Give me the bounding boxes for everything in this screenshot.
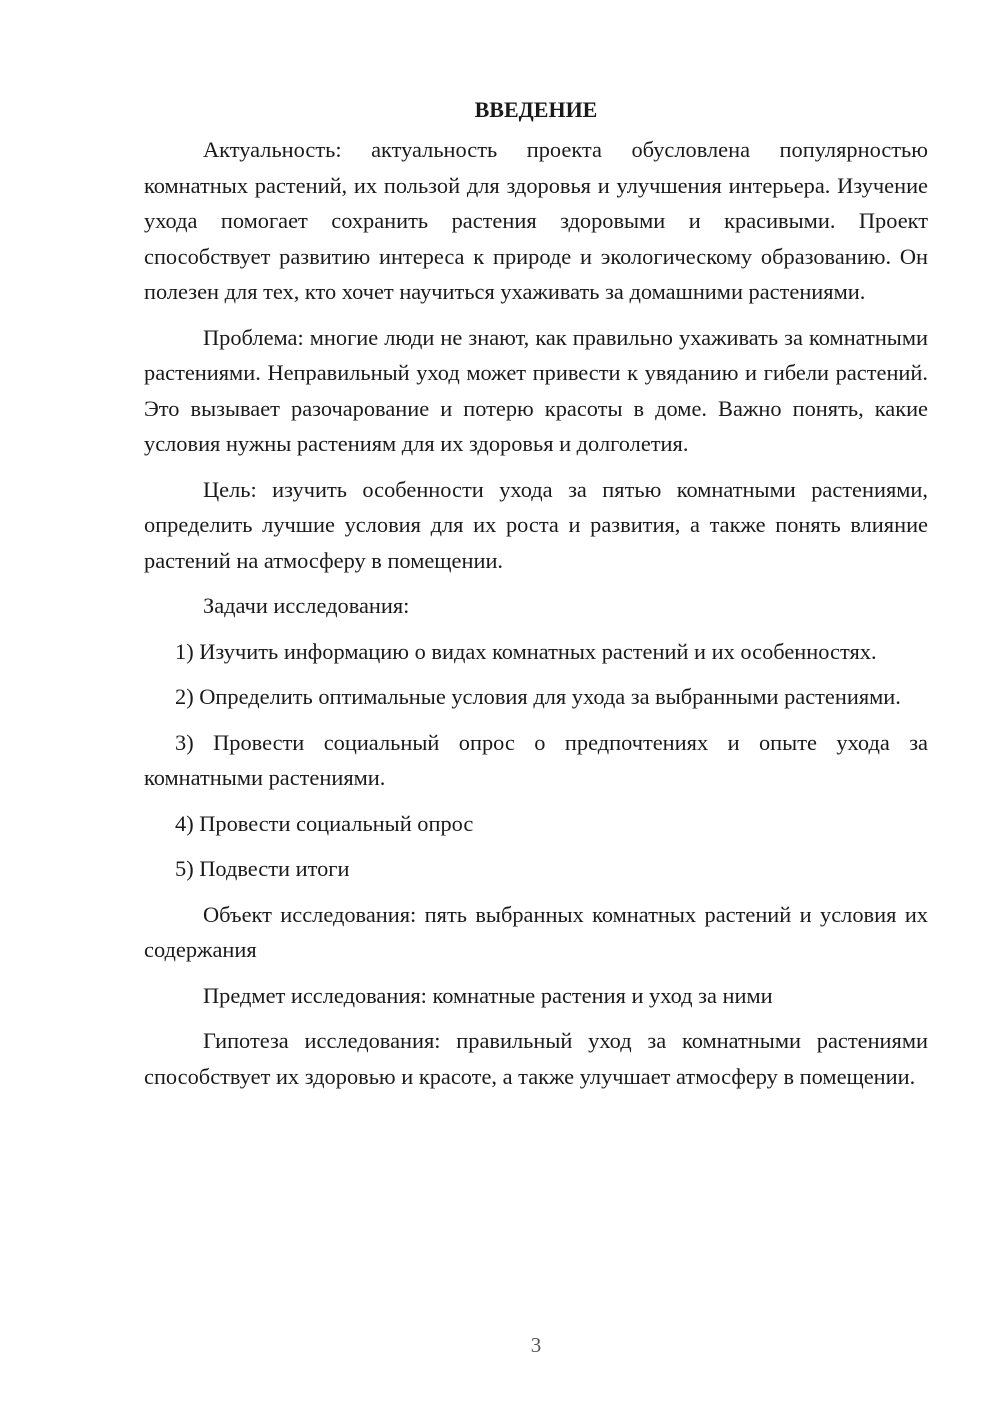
task-item-1: 1) Изучить информацию о видах комнатных растений и их особенностях. (175, 638, 877, 664)
subject-paragraph: Предмет исследования: комнатные растения и уход за ними (203, 982, 773, 1008)
hypothesis-paragraph: Гипотеза исследования: правильный уход за комнатными растениями способствует их здоровью и красоте, а также улучшает атмосферу в помещении. (144, 1028, 928, 1089)
goal-paragraph: Цель: изучить особенности ухода за пятью комнатными растениями, определить лучшие условия для их роста и развития, а также понять влияние растений на атмосферу в помещении. (144, 476, 928, 573)
relevance-paragraph: Актуальность: актуальность проекта обусловлена популярностью комнатных растений, их пользой для здоровья и улучшения интерьера. Изучение ухода помогает сохранить растения здоровыми и красивыми. Проект способствует развитию интереса к природе и экологическому образованию. Он полезен для тех, кто хочет научиться ухаживать за домашними растениями. (144, 137, 928, 304)
page-number: 3 (530, 1333, 542, 1357)
task-item-5: 5) Подвести итоги (175, 856, 350, 881)
tasks-heading: Задачи исследования: (203, 593, 410, 618)
section-title: ВВЕДЕНИЕ (474, 97, 598, 122)
object-paragraph: Объект исследования: пять выбранных комнатных растений и условия их содержания (144, 901, 928, 962)
task-item-2: 2) Определить оптимальные условия для ухода за выбранными растениями. (175, 684, 901, 709)
task-item-3: 3) Провести социальный опрос о предпочтениях и опыте ухода за комнатными растениями. (144, 729, 928, 790)
problem-paragraph: Проблема: многие люди не знают, как правильно ухаживать за комнатными растениями. Неправильный уход может привести к увяданию и гибели растений. Это вызывает разочарование и потерю красоты в доме. Важно понять, какие условия нужны растениям для их здоровья и долголетия. (144, 324, 928, 456)
task-item-4: 4) Провести социальный опрос (175, 810, 474, 836)
document-page (144, 92, 928, 1094)
